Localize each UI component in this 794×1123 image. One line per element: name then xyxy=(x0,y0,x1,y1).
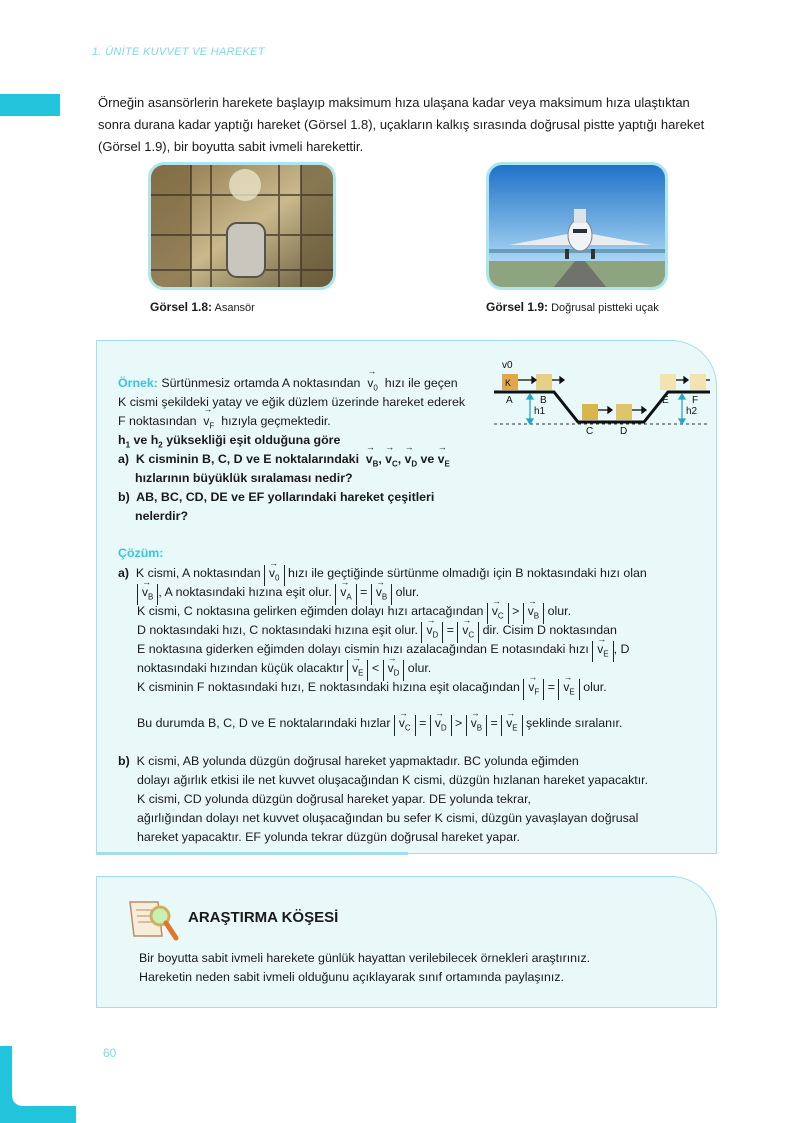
example-line-3: F noktasından → $v_F$ hızıyla geçmektedir. xyxy=(118,414,331,430)
question-a-line-1: a) K cisminin B, C, D ve E noktalarındaki → $v_B$, → $v_C$, → $v_D$ ve → $v_E$ xyxy=(118,452,450,468)
figure-1-text: Asansör xyxy=(214,302,255,314)
v0-symbol: → $v_0$ xyxy=(367,376,377,392)
figure-1-caption xyxy=(150,300,255,314)
example-line-2: K cismi şekildeki yatay ve eğik düzlem üzerinde hareket ederek xyxy=(118,395,466,409)
intro-paragraph xyxy=(98,92,723,158)
solution-b-line-1: b) K cismi, AB yolunda düzgün doğrusal hareket yapmaktadır. BC yolunda eğimden xyxy=(118,754,579,768)
figure-2-text: Doğrusal pistteki uçak xyxy=(551,302,659,314)
question-a-line-2: hızlarının büyüklük sıralaması nedir? xyxy=(135,471,353,485)
unit-header: 1. ÜNİTE KUVVET VE HAREKET xyxy=(92,46,265,58)
svg-text:E: E xyxy=(662,395,669,406)
svg-text:h2: h2 xyxy=(686,406,698,417)
research-title: ARAŞTIRMA KÖŞESİ xyxy=(188,909,339,926)
question-b-line-2: nelerdir? xyxy=(135,509,189,523)
example-box-accent xyxy=(96,852,408,855)
elevator-photo xyxy=(148,162,336,290)
svg-text:D: D xyxy=(620,426,628,437)
solution-a-line-1: a) K cismi, A noktasından → $v_0$ hızı ile geçtiğinde sürtünme olmadığı için B noktasındaki hızı olan xyxy=(118,565,647,586)
solution-b-line-2: dolayı ağırlık etkisi ile net kuvvet oluşacağından K cismi, düzgün hızlanan hareket yapacaktır. xyxy=(137,773,649,787)
research-line-1: Bir boyutta sabit ivmeli harekete günlük hayattan verilebilecek örnekleri araştırınız. xyxy=(139,951,591,965)
solution-b-line-4: ağırlığından dolayı net kuvvet oluşacağından bu sefer K cismi, düzgün yavaşlayan doğrusal xyxy=(137,811,639,825)
figure-2-label: Görsel 1.9: xyxy=(486,300,549,314)
solution-label: Çözüm: xyxy=(118,546,164,560)
svg-text:C: C xyxy=(586,426,594,437)
intro-line: (Görsel 1.9), bir boyutta sabit ivmeli harekettir. xyxy=(98,139,364,154)
intro-line: sonra durana kadar yaptığı hareket (Görsel 1.8), uçakların kalkış sırasında doğrusal pistte yaptığı hareket xyxy=(98,117,705,132)
page-corner-decoration xyxy=(0,1046,76,1123)
vf-symbol: → $v_F$ xyxy=(203,414,214,430)
solution-a-line-4: D noktasındaki hızı, C noktasındaki hızına eşit olur. → $v_D$ = → $v_C$ dir. Cisim D noktasından xyxy=(137,622,617,643)
airplane-photo xyxy=(486,162,668,290)
question-b-line-1: b) AB, BC, CD, DE ve EF yollarındaki hareket çeşitleri xyxy=(118,490,435,504)
intro-line: Örneğin asansörlerin harekete başlayıp maksimum hıza ulaşana kadar veya maksimum hıza ulaştıktan xyxy=(98,95,690,110)
research-line-2: Hareketin neden sabit ivmeli olduğunu açıklayarak sınıf ortamında paylaşınız. xyxy=(139,970,564,984)
page-number: 60 xyxy=(103,1046,117,1060)
research-box xyxy=(96,876,717,1008)
solution-a-line-2: → $v_B$ , A noktasındaki hızına eşit olur. → $v_A$ = → $v_B$ olur. xyxy=(137,584,419,605)
solution-a-line-5: E noktasına giderken eğimden dolayı cismin hızı azalacağından E notasındaki hızı → $v_E$ , D xyxy=(137,641,629,662)
track-diagram xyxy=(494,352,714,438)
svg-text:B: B xyxy=(540,395,547,406)
svg-text:v0: v0 xyxy=(502,360,513,371)
example-label: Örnek: xyxy=(118,376,158,390)
svg-text:F: F xyxy=(692,395,699,406)
solution-b-line-5: hareket yapacaktır. EF yolunda tekrar düzgün doğrusal hareket yapar. xyxy=(137,830,520,844)
svg-text:A: A xyxy=(506,395,513,406)
example-line-4: $h_1$ ve $h_2$ yüksekliği eşit olduğuna göre xyxy=(118,433,341,450)
svg-text:K: K xyxy=(505,378,512,388)
figure-1-label: Görsel 1.8: xyxy=(150,300,213,314)
solution-a-line-3: K cismi, C noktasına gelirken eğimden dolayı hızı artacağından → $v_C$ > → $v_B$ olur. xyxy=(137,603,571,624)
svg-text:h1: h1 xyxy=(534,406,546,417)
scroll-magnifier-icon xyxy=(124,896,180,944)
example-line-1: Örnek: Sürtünmesiz ortamda A noktasından → $v_0$ hızı ile geçen xyxy=(118,376,458,392)
solution-a-line-8: Bu durumda B, C, D ve E noktalarındaki hızlar → $v_C$ = → $v_D$ > → $v_B$ = → $v_E$ şeklinde sıralanır. xyxy=(137,715,622,736)
solution-a-line-6: noktasındaki hızından küçük olacaktır → $v_E$ < → $v_D$ olur. xyxy=(137,660,431,681)
solution-a-line-7: K cisminin F noktasındaki hızı, E noktasındaki hızına eşit olacağından → $v_F$ = → $v_E$ olur. xyxy=(137,679,607,700)
solution-b-line-3: K cismi, CD yolunda düzgün doğrusal hareket yapar. DE yolunda tekrar, xyxy=(137,792,531,806)
figure-2-caption xyxy=(486,300,659,314)
section-marker-bar xyxy=(0,94,60,116)
